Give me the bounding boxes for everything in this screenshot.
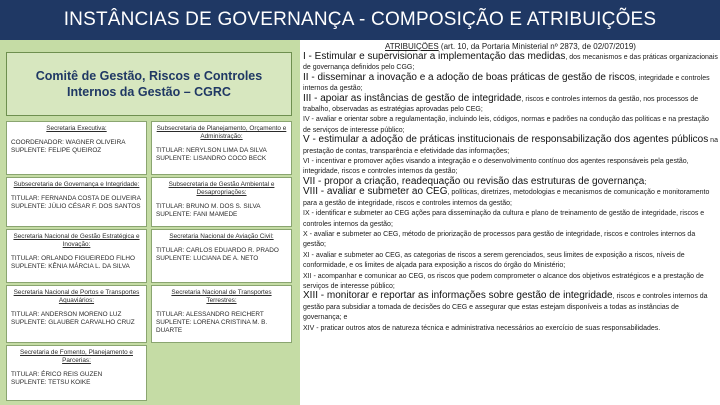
secretariat-card <box>151 285 292 343</box>
secretariat-name: Subsecretaria de Planejamento, Orçamento e Administração: <box>156 125 287 141</box>
secretariat-card <box>6 285 147 343</box>
attribution-item <box>303 94 718 115</box>
attribution-text: VI - incentivar e promover ações visando a integração e o desenvolvimento contínuo dos agentes responsáveis pela gestão, integridade, riscos e controles internos da gestão; <box>303 158 689 176</box>
secretariat-member: SUPLENTE: GLAUBER CARVALHO CRUZ <box>11 319 135 327</box>
attribution-item <box>303 291 718 322</box>
attribution-text: IV - avaliar e orientar sobre a regulamentação, incluindo leis, códigos, normas e padrões na condução das políticas e na prestação de serviços de interesse público; <box>303 116 709 134</box>
attribution-text: XI - avaliar e submeter ao CEG, as categorias de riscos a serem gerenciados, seus limites de exposição a riscos, níveis de conformidade, e os limites de alçada para exposição a riscos do órgão do Ministério; <box>303 251 685 270</box>
attribution-item <box>303 250 718 271</box>
secretariats-grid <box>6 121 298 405</box>
committee-box <box>6 52 292 116</box>
secretariat-name: Secretaria Nacional de Aviação Civil: <box>169 233 274 240</box>
secretariat-card <box>6 229 147 283</box>
secretariat-member: SUPLENTE: FELIPE QUEIROZ <box>11 147 102 155</box>
attribution-item <box>303 73 718 94</box>
attribution-text: na prestação de contas, transparência e efetividade das informações; <box>303 137 718 155</box>
attribution-item <box>303 156 718 177</box>
secretariat-member: TITULAR: ANDERSON MORENO LUZ <box>11 311 122 319</box>
attribution-item <box>303 114 718 135</box>
attribution-lead: V - estimular a adoção de práticas institucionais de responsabilização dos agentes públicos <box>303 134 709 146</box>
secretariat-member: TITULAR: NERYLSON LIMA DA SILVA <box>156 147 267 155</box>
attribution-text: , dos mecanismos e das práticas organizacionais de governança definidos pelo CGG; <box>303 54 718 72</box>
attribution-text: ; <box>644 178 647 186</box>
committee-title: Comitê de Gestão, Riscos e Controles Internos da Gestão – CGRC <box>35 69 263 99</box>
secretariat-member: TITULAR: FERNANDA COSTA DE OLIVEIRA <box>11 195 141 203</box>
attribution-lead: XIII - monitorar e reportar as informações sobre gestão de integridade <box>303 290 613 302</box>
attribution-item <box>303 187 718 208</box>
secretariat-member: SUPLENTE: LUCIANA DE A. NETO <box>156 255 259 263</box>
attribution-item <box>303 229 718 250</box>
attribution-item <box>303 208 718 229</box>
secretariat-name: Secretaria Nacional de Transportes Terrestres: <box>171 289 272 305</box>
secretariat-member: TITULAR: CARLOS EDUARDO R. PRADO <box>156 247 279 255</box>
secretariat-member: TITULAR: ALESSANDRO REICHERT <box>156 311 264 319</box>
attribution-lead: I - Estimular e supervisionar a implementação das medidas <box>303 51 566 62</box>
attribution-lead: VII - propor a criação, readequação ou revisão das estruturas de governança <box>303 175 645 187</box>
secretariat-card <box>151 177 292 227</box>
secretariat-card <box>6 345 147 401</box>
secretariat-member: TITULAR: ORLANDO FIGUEIREDO FILHO <box>11 255 135 263</box>
attribution-text: , riscos e controles internos da gestão, nos processos de trabalho, observadas as estratégias aprovadas pelo CEG; <box>303 95 699 114</box>
attributions-source: (art. 10, da Portaria Ministerial nº 2873, de 02/07/2019) <box>438 42 636 51</box>
secretariat-card <box>151 121 292 175</box>
attribution-text: , integridade e controles internos da gestão; <box>303 74 710 93</box>
attribution-text: XII - acompanhar e comunicar ao CEG, os riscos que podem comprometer o alcance dos objetivos estratégicos e a prestação de serviços de interesse público; <box>303 272 704 290</box>
attribution-item <box>303 135 718 156</box>
attribution-lead: VIII - avaliar e submeter ao CEG <box>303 186 448 198</box>
secretariat-card <box>6 177 147 227</box>
secretariat-name: Subsecretaria de Governança e Integridade: <box>13 181 140 188</box>
secretariat-member: SUPLENTE: JÚLIO CÉSAR F. DOS SANTOS <box>11 203 141 211</box>
secretariat-name: Subsecretaria de Gestão Ambiental e Desapropriações: <box>168 181 275 197</box>
secretariat-member: SUPLENTE: LISANDRO COCO BECK <box>156 155 267 163</box>
secretariat-member: SUPLENTE: KÊNIA MÁRCIA L. DA SILVA <box>11 263 130 271</box>
secretariat-member: SUPLENTE: FANI MAMEDE <box>156 211 238 219</box>
attribution-text: , riscos e controles internos da gestão para subsidiar a tomada de decisões do CEG e assegurar que estas estejam disponíveis a todas as instâncias de governança; e <box>303 293 708 322</box>
page-title: INSTÂNCIAS DE GOVERNANÇA - COMPOSIÇÃO E ATRIBUIÇÕES <box>63 9 657 30</box>
secretariat-member: COORDENADOR: WAGNER OLIVEIRA <box>11 139 126 147</box>
attribution-text: X - avaliar e submeter ao CEG, método de priorização de processos para gestão de integridade, riscos e controles internos da gestão; <box>303 230 696 249</box>
attribution-item <box>303 52 718 73</box>
attribution-item <box>303 323 718 333</box>
attribution-text: XIV - praticar outros atos de natureza técnica e administrativa necessários ao exercício de suas responsabilidades. <box>303 324 661 332</box>
secretariat-name: Secretaria Executiva: <box>46 125 107 132</box>
secretariat-member: SUPLENTE: TETSU KOIKE <box>11 379 91 387</box>
secretariat-member: TITULAR: ÉRICO REIS GUZEN <box>11 371 103 379</box>
attribution-item <box>303 271 718 292</box>
secretariat-member: TITULAR: BRUNO M. DOS S. SILVA <box>156 203 261 211</box>
secretariat-name: Secretaria de Fomento, Planejamento e Parcerias: <box>20 349 133 365</box>
attributions-title: ATRIBUIÇÕES <box>385 42 439 51</box>
attribution-lead: II - disseminar a inovação e a adoção de boas práticas de gestão de riscos <box>303 71 635 83</box>
secretariat-card <box>6 121 147 175</box>
attributions-panel <box>303 42 718 404</box>
secretariat-name: Secretaria Nacional de Gestão Estratégica e Inovação: <box>13 233 140 249</box>
secretariat-name: Secretaria Nacional de Portos e Transportes Aquaviários: <box>13 289 140 305</box>
page-header <box>0 0 720 40</box>
secretariat-member: SUPLENTE: LORENA CRISTINA M. B. DUARTE <box>156 319 268 335</box>
attribution-lead: III - apoiar as instâncias de gestão de integridade <box>303 92 522 104</box>
attribution-text: IX - identificar e submeter ao CEG ações para disseminação da cultura e plano de treinamento de gestão de integridade, riscos e controles internos da gestão; <box>303 210 705 228</box>
attribution-text: , políticas, diretrizes, metodologias e mecanismos de comunicação e monitoramento para a gestão de integridade, riscos e controles internos da gestão; <box>303 189 710 207</box>
secretariat-card <box>151 229 292 283</box>
